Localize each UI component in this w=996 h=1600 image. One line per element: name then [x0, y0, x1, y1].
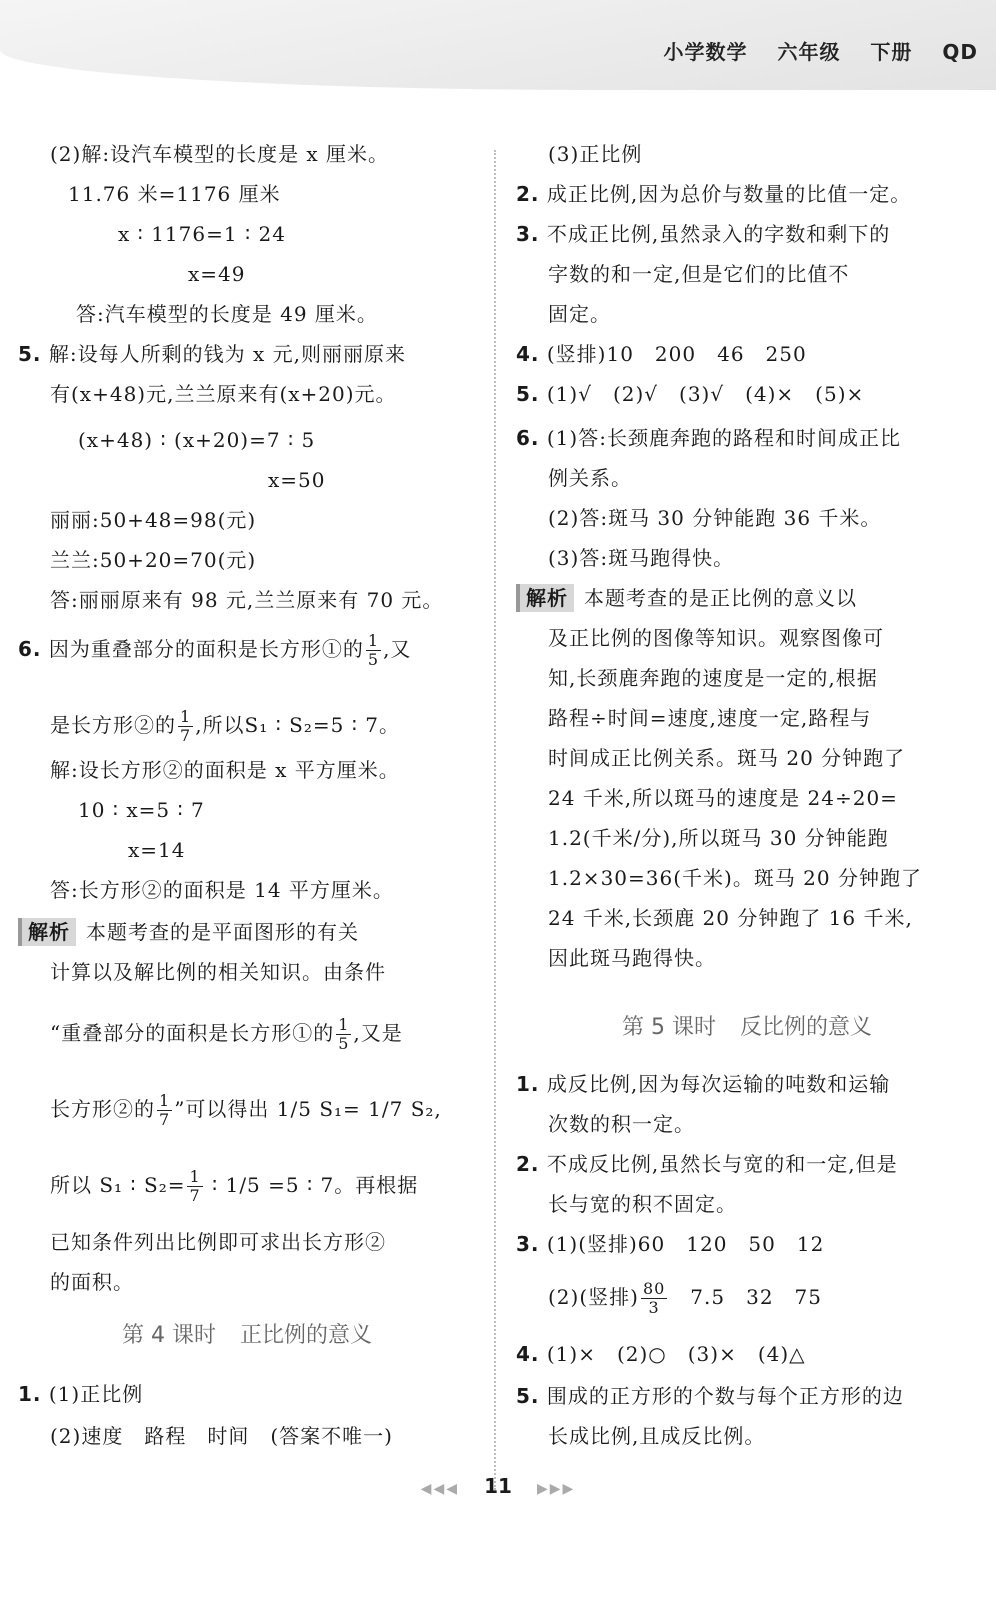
answer-line	[516, 1422, 765, 1450]
answer-item	[516, 1230, 824, 1258]
fraction	[366, 632, 381, 669]
item-number: 6.	[18, 637, 42, 661]
line-text: 有(x+48)元,兰兰原来有(x+20)元。	[50, 382, 397, 406]
analysis-row	[18, 918, 359, 946]
line-text: x=14	[128, 838, 186, 862]
answer-line	[516, 904, 913, 932]
answer-line	[516, 1110, 695, 1138]
fraction	[178, 708, 193, 745]
lesson-heading	[516, 1010, 978, 1041]
answer-item	[516, 1382, 904, 1410]
line-text: (3)正比例	[548, 142, 643, 166]
answer-line	[18, 1168, 418, 1205]
line-text: 答:汽车模型的长度是 49 厘米。	[76, 302, 378, 326]
footer	[0, 1474, 996, 1498]
lesson-number: 第 5 课时	[622, 1015, 716, 1040]
line-text: x ∶ 1176=1 ∶ 24	[118, 222, 286, 246]
line-text: 知,长颈鹿奔跑的速度是一定的,根据	[548, 666, 878, 690]
answer-line	[18, 1422, 393, 1450]
line-text: 所以 S₁ ∶ S₂=	[50, 1173, 186, 1197]
line-text: 兰兰:50+20=70(元)	[50, 548, 257, 572]
item-number: 4.	[516, 342, 540, 366]
line-text: 计算以及解比例的相关知识。由条件	[50, 960, 386, 984]
line-text: 本题考查的是平面图形的有关	[86, 920, 359, 944]
answer-line	[18, 1228, 386, 1256]
answer-line	[516, 624, 884, 652]
line-text: 11.76 米=1176 厘米	[68, 182, 281, 206]
line-text: 24 千米,长颈鹿 20 分钟跑了 16 千米,	[548, 906, 913, 930]
answer-line	[18, 796, 205, 824]
numerator: 1	[159, 1091, 171, 1110]
line-text: 已知条件列出比例即可求出长方形②	[50, 1230, 386, 1254]
answer-line	[516, 944, 716, 972]
answer-line	[18, 220, 286, 248]
page-number: 11	[484, 1474, 512, 1498]
answer-line	[18, 506, 256, 534]
item-number: 4.	[516, 1342, 540, 1366]
line-text: 1.2(千米/分),所以斑马 30 分钟能跑	[548, 826, 889, 850]
answer-item	[18, 340, 406, 368]
line-text: 时间成正比例关系。斑马 20 分钟跑了	[548, 746, 906, 770]
item-number: 5.	[18, 342, 42, 366]
line-text: 及正比例的图像等知识。观察图像可	[548, 626, 884, 650]
line-text: (3)答:斑马跑得快。	[548, 546, 735, 570]
line-text: (竖排)10 200 46 250	[546, 342, 807, 366]
header-edition: QD	[942, 40, 978, 64]
answer-line	[516, 824, 889, 852]
line-text: (1)√ (2)√ (3)√ (4)× (5)×	[546, 382, 865, 406]
answer-line	[516, 1190, 737, 1218]
line-text-after: ,又是	[353, 1021, 403, 1045]
denominator: 7	[180, 726, 192, 745]
item-number: 2.	[516, 1152, 540, 1176]
lesson-heading	[18, 1318, 476, 1349]
answer-item	[516, 1070, 890, 1098]
answer-line	[516, 864, 922, 892]
column-divider	[494, 150, 496, 1490]
numerator: 1	[367, 631, 380, 650]
answer-line	[516, 260, 849, 288]
answer-line	[516, 704, 871, 732]
answer-line	[516, 140, 642, 168]
answer-line	[516, 744, 905, 772]
answer-line	[18, 180, 281, 208]
fraction	[336, 1016, 351, 1053]
answer-item	[516, 424, 901, 452]
answer-line	[18, 300, 378, 328]
line-text: 10 ∶ x=5 ∶ 7	[78, 798, 205, 822]
denominator: 5	[338, 1034, 350, 1053]
analysis-label: 解析	[516, 584, 574, 612]
answer-line	[18, 836, 186, 864]
line-text: 不成反比例,虽然长与宽的和一定,但是	[546, 1152, 898, 1176]
answer-item	[18, 632, 411, 669]
line-text: (1)正比例	[48, 1382, 144, 1406]
line-text: 解:设长方形②的面积是 x 平方厘米。	[50, 758, 400, 782]
item-number: 3.	[516, 1232, 540, 1256]
line-text: (2)解:设汽车模型的长度是 x 厘米。	[50, 142, 390, 166]
answer-item	[516, 340, 807, 368]
answer-item	[516, 180, 911, 208]
item-number: 5.	[516, 1384, 540, 1408]
answer-line	[18, 1268, 134, 1296]
header-subject: 小学数学	[663, 40, 748, 64]
answer-line	[18, 546, 256, 574]
answer-line	[516, 784, 898, 812]
line-text: “重叠部分的面积是长方形①的	[50, 1021, 335, 1045]
lesson-number: 第 4 课时	[122, 1323, 216, 1348]
answer-line	[516, 504, 881, 532]
answer-line	[18, 1092, 442, 1129]
line-text: 答:丽丽原来有 98 元,兰兰原来有 70 元。	[50, 588, 444, 612]
line-text: (2)(竖排)	[548, 1285, 639, 1309]
header	[641, 36, 978, 65]
numerator: 80	[642, 1279, 666, 1298]
item-number: 1.	[516, 1072, 540, 1096]
header-grade: 六年级	[777, 40, 841, 64]
line-text: 例关系。	[548, 466, 632, 490]
answer-item	[516, 380, 864, 408]
answer-line	[18, 876, 394, 904]
next-arrows: ▶▶▶	[537, 1481, 576, 1497]
numerator: 1	[180, 707, 192, 726]
line-text: 丽丽:50+48=98(元)	[50, 508, 257, 532]
item-number: 3.	[516, 222, 540, 246]
answer-item	[516, 1340, 806, 1368]
line-text: x=49	[188, 262, 246, 286]
denominator: 7	[189, 1186, 201, 1205]
answer-line	[18, 380, 397, 408]
line-text: 次数的积一定。	[548, 1112, 695, 1136]
answer-line	[18, 1016, 403, 1053]
line-text: (1)答:长颈鹿奔跑的路程和时间成正比	[546, 426, 901, 450]
answer-line	[516, 300, 611, 328]
analysis-row	[516, 584, 857, 612]
line-text: 成反比例,因为每次运输的吨数和运输	[546, 1072, 891, 1096]
fraction	[157, 1092, 172, 1129]
answer-line	[516, 464, 632, 492]
numerator: 1	[338, 1015, 350, 1034]
answer-item	[18, 1380, 143, 1408]
answer-item	[516, 1150, 898, 1178]
line-text: 答:长方形②的面积是 14 平方厘米。	[50, 878, 394, 902]
line-text: (2)速度 路程 时间 (答案不唯一)	[50, 1424, 393, 1448]
item-number: 2.	[516, 182, 540, 206]
line-text: 本题考查的是正比例的意义以	[584, 586, 857, 610]
line-text: (x+48) ∶ (x+20)=7 ∶ 5	[78, 428, 316, 452]
prev-arrows: ◀◀◀	[420, 1481, 459, 1497]
line-text: 长成比例,且成反比例。	[548, 1424, 766, 1448]
answer-line	[18, 140, 389, 168]
line-text: 不成正比例,虽然录入的字数和剩下的	[546, 222, 891, 246]
item-number: 5.	[516, 382, 540, 406]
line-text: 1.2×30=36(千米)。斑马 20 分钟跑了	[548, 866, 922, 890]
line-text: 的面积。	[50, 1270, 134, 1294]
denominator: 5	[367, 650, 380, 669]
line-text: 24 千米,所以斑马的速度是 24÷20=	[548, 786, 898, 810]
answer-line	[18, 466, 326, 494]
line-text: 路程÷时间=速度,速度一定,路程与	[548, 706, 872, 730]
line-text: 因为重叠部分的面积是长方形①的	[48, 637, 364, 661]
line-text: 因此斑马跑得快。	[548, 946, 716, 970]
answer-line	[18, 260, 246, 288]
header-volume: 下册	[870, 40, 913, 64]
answer-line	[18, 586, 443, 614]
numerator: 1	[189, 1167, 201, 1186]
item-number: 1.	[18, 1382, 42, 1406]
line-text-after: ”可以得出 1/5 S₁= 1/7 S₂,	[174, 1097, 442, 1121]
answer-line	[516, 664, 878, 692]
line-text: 长方形②的	[50, 1097, 155, 1121]
lesson-title: 正比例的意义	[239, 1323, 372, 1348]
line-text: (1)(竖排)60 120 50 12	[546, 1232, 825, 1256]
answer-line	[18, 756, 400, 784]
line-text: (2)答:斑马 30 分钟能跑 36 千米。	[548, 506, 882, 530]
line-text: 字数的和一定,但是它们的比值不	[548, 262, 850, 286]
fraction	[187, 1168, 202, 1205]
denominator: 3	[648, 1298, 660, 1317]
item-number: 6.	[516, 426, 540, 450]
line-text: (1)× (2)○ (3)× (4)△	[546, 1342, 806, 1366]
answer-line	[18, 426, 315, 454]
line-text: 解:设每人所剩的钱为 x 元,则丽丽原来	[48, 342, 406, 366]
line-text-after: 7.5 32 75	[669, 1285, 823, 1309]
line-text: 长与宽的积不固定。	[548, 1192, 737, 1216]
answer-line	[18, 958, 386, 986]
answer-line	[18, 708, 400, 745]
analysis-label: 解析	[18, 918, 76, 946]
line-text: x=50	[268, 468, 326, 492]
fraction	[641, 1280, 667, 1317]
line-text: 成正比例,因为总价与数量的比值一定。	[546, 182, 912, 206]
denominator: 7	[159, 1110, 171, 1129]
line-text-after: ,所以S₁ ∶ S₂=5 ∶ 7。	[195, 713, 401, 737]
answer-line	[516, 544, 734, 572]
answer-line	[516, 1280, 822, 1317]
line-text-after: ∶ 1/5 =5 ∶ 7。再根据	[204, 1173, 419, 1197]
line-text: 是长方形②的	[50, 713, 176, 737]
line-text-after: ,又	[383, 637, 412, 661]
lesson-title: 反比例的意义	[739, 1015, 872, 1040]
line-text: 围成的正方形的个数与每个正方形的边	[546, 1384, 904, 1408]
answer-item	[516, 220, 890, 248]
line-text: 固定。	[548, 302, 611, 326]
